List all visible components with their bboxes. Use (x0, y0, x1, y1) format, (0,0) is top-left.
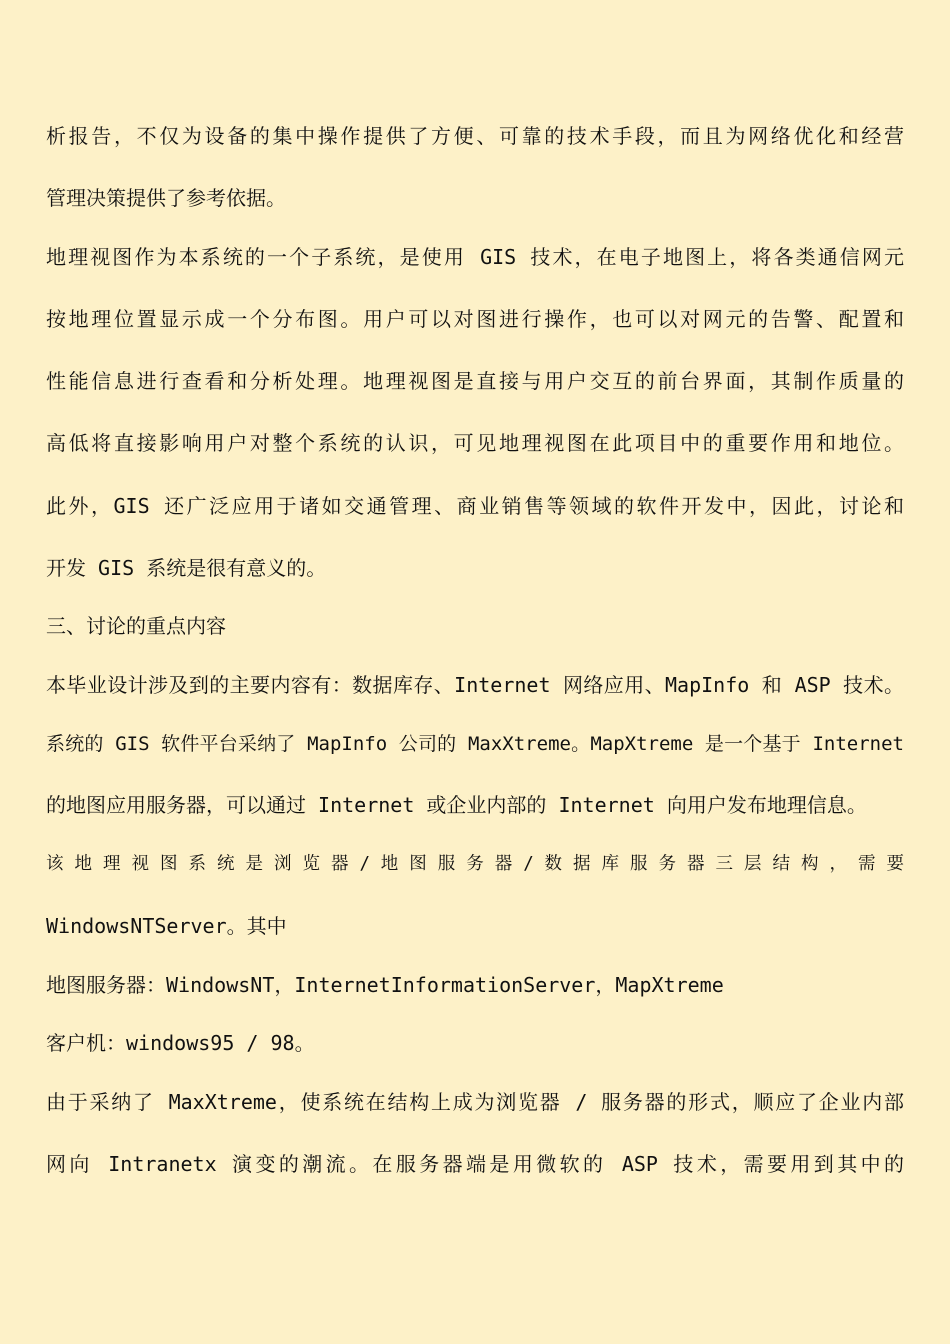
section-heading: 三、讨论的重点内容 (46, 614, 226, 638)
text-line: 的地图应用服务器，可以通过 Internet 或企业内部的 Internet 向用户发布地理信息。 (46, 793, 867, 817)
text-line: 本毕业设计涉及到的主要内容有：数据库存、Internet 网络应用、MapInfo 和 ASP 技术。 (46, 673, 904, 697)
text-line: 系统的 GIS 软件平台采纳了 MapInfo 公司的 MaxXtreme。MapXtreme 是一个基于 Internet (46, 733, 904, 755)
text-line: 开发 GIS 系统是很有意义的。 (46, 556, 327, 580)
text-line: 地图服务器：WindowsNT，InternetInformationServer，MapXtreme (46, 973, 724, 997)
text-line: 客户机：windows95 / 98。 (46, 1031, 315, 1055)
text-line: 析报告，不仅为设备的集中操作提供了方便、可靠的技术手段，而且为网络优化和经营 (46, 124, 904, 148)
text-line: 高低将直接影响用户对整个系统的认识，可见地理视图在此项目中的重要作用和地位。 (46, 431, 904, 455)
text-line: 该 地 理 视 图 系 统 是 浏 览 器 / 地 图 服 务 器 / 数 据 库 服 务 器 三 层 结 构 ， 需 要 (46, 854, 904, 874)
text-line: 按地理位置显示成一个分布图。用户可以对图进行操作，也可以对网元的告警、配置和 (46, 307, 904, 331)
text-line: 此外，GIS 还广泛应用于诸如交通管理、商业销售等领域的软件开发中，因此，讨论和 (46, 494, 904, 518)
text-line: 地理视图作为本系统的一个子系统，是使用 GIS 技术，在电子地图上，将各类通信网元 (46, 245, 904, 269)
text-line: 性能信息进行查看和分析处理。地理视图是直接与用户交互的前台界面，其制作质量的 (46, 369, 904, 393)
text-line: 由于采纳了 MaxXtreme，使系统在结构上成为浏览器 / 服务器的形式，顺应了企业内部 (46, 1090, 904, 1114)
text-line: 网向 Intranetx 演变的潮流。在服务器端是用微软的 ASP 技术，需要用到其中的 (46, 1152, 904, 1176)
text-line: WindowsNTServer。其中 (46, 914, 287, 938)
text-line: 管理决策提供了参考依据。 (46, 186, 286, 210)
